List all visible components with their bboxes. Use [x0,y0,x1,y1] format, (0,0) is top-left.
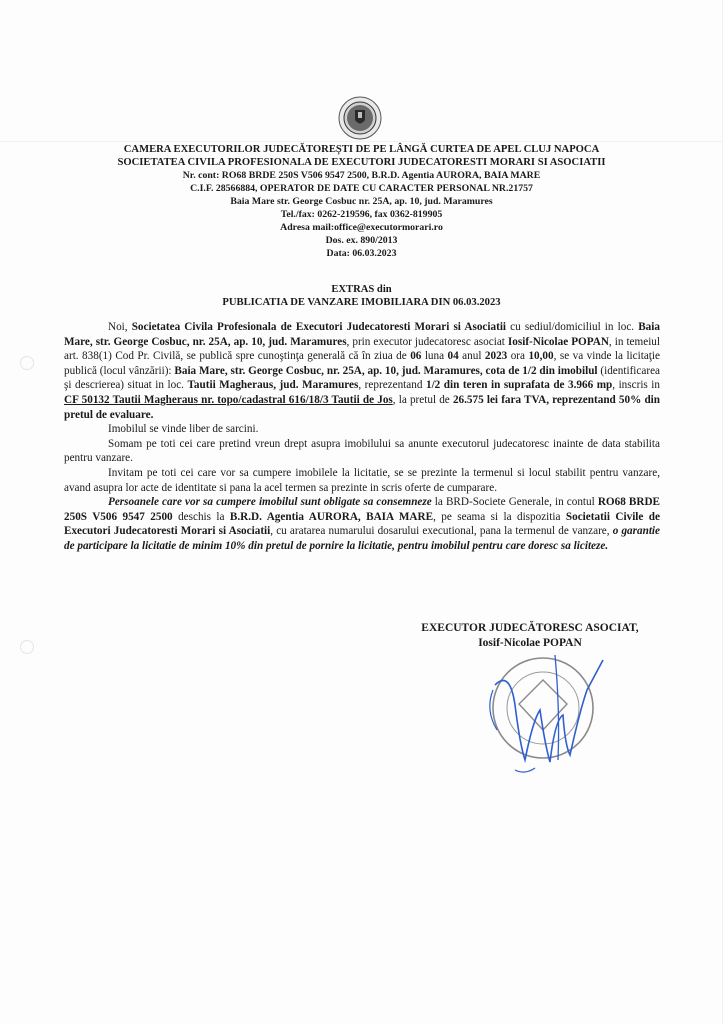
scan-line [0,141,723,142]
sale-year: 2023 [484,350,508,363]
email: Adresa mail:office@executormorari.ro [280,222,443,233]
round-office-stamp-icon [455,650,630,775]
paragraph-deposit-requirement [64,495,660,553]
deposit-account: RO68 BRDE 250S V506 9547 2500 [64,496,660,523]
text-bold: Iosif-Nicolae POPAN [507,335,609,348]
text: cu sediul/domiciliul in loc. [506,321,639,333]
title-line-2: PUBLICATIA DE VANZARE IMOBILIARA DIN 06.03.2023 [222,297,501,308]
beneficiary: Societatii Civile de Executori Judecatoresti Morari si Asociatii [64,510,660,538]
text-bold-italic: Persoanele care vor sa cumpere imobilul sunt obligate sa consemneze [108,496,432,509]
punch-hole-mark [20,640,34,654]
phone-fax: Tel./fax: 0262-219596, fax 0362-819905 [280,209,443,220]
sale-time: 10,00 [528,350,554,363]
land-registry-reference: CF 50132 Tautii Magheraus nr. topo/cadastral 616/18/3 Tautii de Jos [64,393,393,406]
paragraph-encumbrance: Imobilul se vinde liber de sarcini. [108,423,259,436]
text: , prin executor judecatoresc asociat [346,335,508,348]
text: , la pretul de [392,393,453,406]
paragraph-bidder-invitation: Invitam pe toti cei care vor sa cumpere imobilele la licitatie, se se prezinte la termenul si locul stabilit pentru vanzare, avand asupra lor acte de identitate si pana la acel termen sa prezinte in scris oferte de cumparare. [64,466,660,494]
text: , reprezentand [358,379,426,392]
sale-price: 26.575 lei fara TVA, reprezentand 50% din pretul de evaluare. [64,393,661,421]
address: Baia Mare str. George Cosbuc nr. 25A, ap. 10, jud. Maramures [230,196,493,207]
document-title [90,283,633,309]
property-description: 1/2 din teren in suprafata de 3.966 mp [425,379,613,392]
text: ora [507,350,529,363]
paragraph-claims-notice: Somam pe toti cei care pretind vreun drept asupra imobilului sa anunte executorul judecatoresc inainte de data stabilita pentru vanzare. [64,437,660,465]
text-bold: Baia Mare, str. George Cosbuc, nr. 25A, ap. 10, jud. Maramures [64,321,660,348]
guarantee-requirement: o garantie de participare la licitatie de minim 10% din pretul de pornire la licitatie, pentru imobilul pentru care doresc sa liciteze. [64,525,660,552]
chamber-name: CAMERA EXECUTORILOR JUDECĂTOREȘTI DE PE LÂNGĂ CURTEA DE APEL CLUJ NAPOCA [123,144,600,155]
document-body [64,320,660,554]
paragraph-sale-notice [64,320,660,422]
punch-hole-mark [20,356,34,370]
signer-name: Iosif-Nicolae POPAN [478,637,582,649]
sale-location: Baia Mare, str. George Cosbuc, nr. 25A, ap. 10, jud. Maramures, cota de 1/2 din imobilul [174,364,598,377]
text: , cu aratarea numarului dosarului executional, pana la termenul de vanzare, [270,525,613,538]
sale-month: 04 [447,350,459,363]
text: , in temeiul art. 838(1) Cod Pr. Civilă, se publică spre cunoştinţa generală că în ziua de [64,335,660,363]
coat-of-arms-seal-icon [338,96,382,140]
document-date: Data: 06.03.2023 [326,248,397,259]
text: , inscris in [612,379,660,392]
letterhead [90,143,633,260]
signature-block [380,621,680,651]
file-number: Dos. ex. 890/2013 [325,235,398,246]
bank-branch: B.R.D. Agentia AURORA, BAIA MARE [229,510,434,523]
text: Noi, [108,321,132,333]
company-name: SOCIETATEA CIVILA PROFESIONALA DE EXECUTORI JUDECATORESTI MORARI SI ASOCIATII [117,157,606,168]
text: luna [421,350,448,363]
text: , se va vinde la licitaţie publică (locul vânzării): [64,350,660,377]
property-location: Tautii Magheraus, jud. Maramures [187,379,359,392]
bank-account: Nr. cont: RO68 BRDE 250S V506 9547 2500, B.R.D. Agentia AURORA, BAIA MARE [182,170,541,181]
signer-role: EXECUTOR JUDECĂTORESC ASOCIAT, [421,622,639,634]
text: (identificarea şi descrierea) situat in loc. [64,364,661,392]
fiscal-code: C.I.F. 28566884, OPERATOR DE DATE CU CARACTER PERSONAL NR.21757 [190,183,533,194]
text-bold: Societatea Civila Profesionala de Executori Judecatoresti Morari si Asociatii [131,321,507,333]
title-line-1: EXTRAS din [331,284,392,295]
text: la BRD-Societe Generale, in contul [431,496,598,509]
sale-day: 06 [410,350,422,363]
text: deschis la [172,510,230,523]
text: , pe seama si la dispozitia [433,510,566,523]
text: anul [458,350,485,363]
